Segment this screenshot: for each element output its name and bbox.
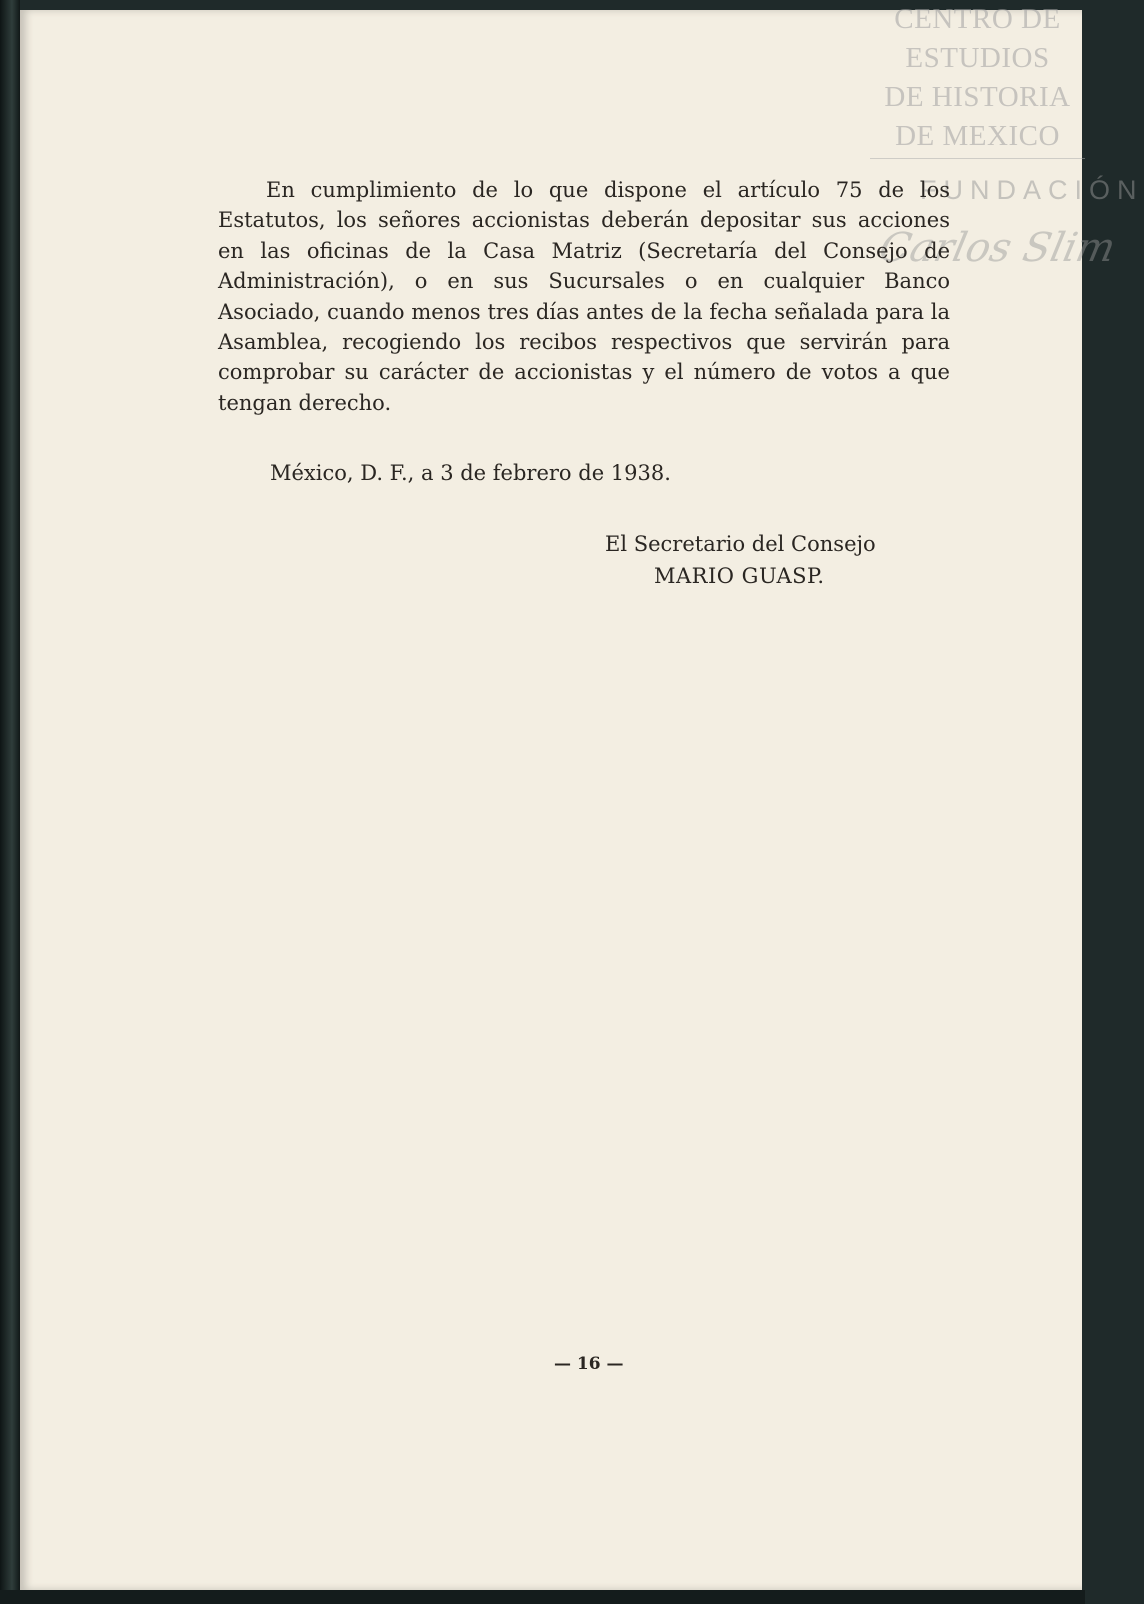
watermark-line: ESTUDIOS (905, 42, 1050, 74)
watermark-signature-logo: Carlos Slim (875, 225, 1120, 271)
signature-title: El Secretario del Consejo (605, 532, 876, 556)
watermark-line: CENTRO DE (894, 3, 1061, 35)
watermark-line: DE HISTORIA (884, 81, 1071, 113)
watermark-divider (870, 158, 1085, 159)
page-number: — 16 — (554, 1354, 624, 1374)
dateline: México, D. F., a 3 de febrero de 1938. (270, 461, 671, 485)
archive-watermark (870, 0, 1085, 159)
body-paragraph: En cumplimiento de lo que dispone el artículo 75 de los Estatutos, los señores accionistas deberán depositar sus acciones en las oficinas de la Casa Matriz (Secretaría del Consejo de Administración), o en sus Sucursales o en cualquier Banco Asociado, cuando menos tres días antes de la fecha señalada para la Asamblea, recogiendo los recibos respectivos que servirán para comprobar su carácter de accionistas y el número de votos a que tengan derecho. (218, 178, 950, 415)
watermark-foundation: FUNDACIÓN (920, 175, 1144, 205)
page-bottom-edge (0, 1590, 1085, 1604)
watermark-line: DE MEXICO (895, 120, 1060, 152)
book-spine (0, 0, 20, 1604)
signature-name: MARIO GUASP. (654, 564, 825, 588)
